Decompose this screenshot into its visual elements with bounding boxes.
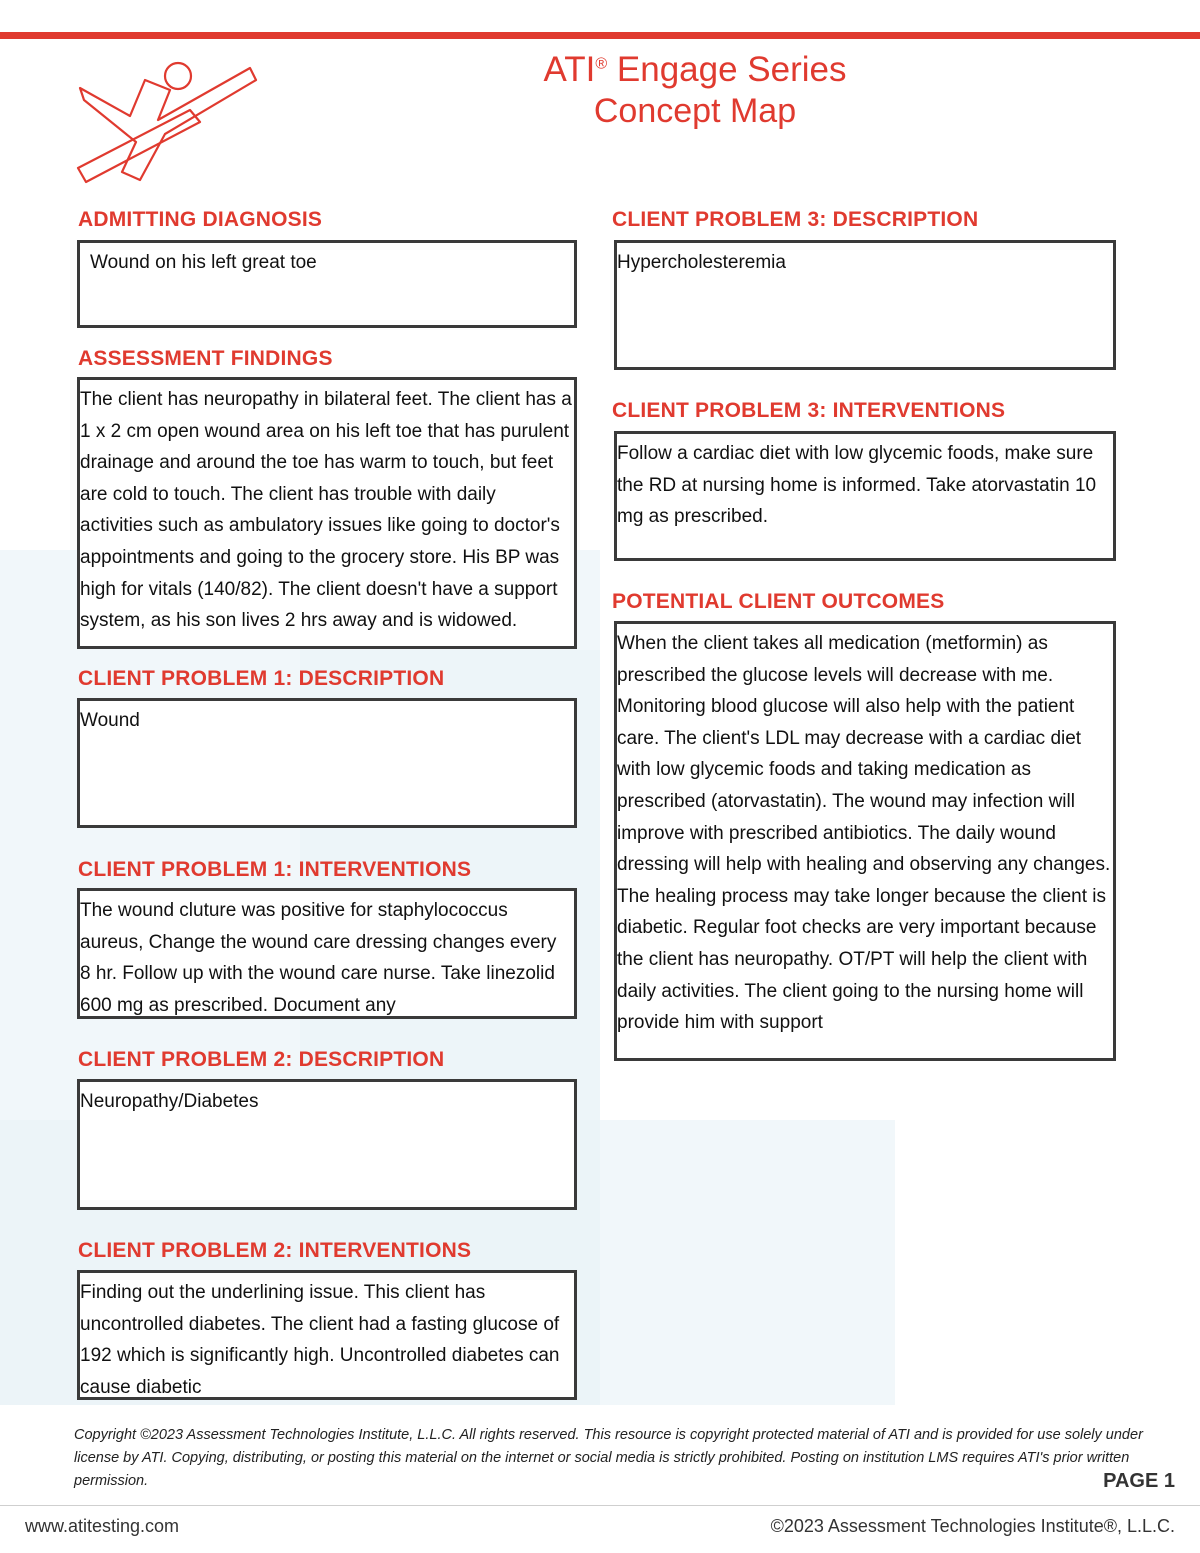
- problem1-description-heading: CLIENT PROBLEM 1: DESCRIPTION: [78, 667, 445, 690]
- problem3-interventions-field[interactable]: [614, 431, 1116, 561]
- problem1-description-text: Wound: [80, 710, 140, 731]
- admitting-diagnosis-text: Wound on his left great toe: [90, 252, 317, 273]
- problem3-description-field[interactable]: [614, 240, 1116, 370]
- problem2-description-text: Neuropathy/Diabetes: [80, 1091, 259, 1112]
- problem3-interventions-text: Follow a cardiac diet with low glycemic foods, make sure the RD at nursing home is informed. Take atorvastatin 10 mg as prescribed.: [617, 443, 1097, 528]
- problem2-description-field[interactable]: [77, 1079, 577, 1210]
- admitting-diagnosis-heading: ADMITTING DIAGNOSIS: [78, 208, 323, 231]
- problem2-interventions-heading: CLIENT PROBLEM 2: INTERVENTIONS: [78, 1239, 472, 1262]
- potential-outcomes-text: When the client takes all medication (metformin) as prescribed the glucose levels will decrease with me. Monitoring blood glucose will also help with the patient care. The client's LDL may decrease with a cardiac diet with low glycemic foods and taking medication as prescribed (atorvastatin). The wound may infection will improve with prescribed antibiotics. The daily wound dressing will help with healing and observing any changes. The healing process may take longer because the client is diabetic. Regular foot checks are very important because the client has neuropathy. OT/PT will help the client with daily activities. The client going to the nursing home will provide him with support: [617, 633, 1111, 1034]
- footer-company: ©2023 Assessment Technologies Institute®, L.L.C.: [770, 1516, 1175, 1536]
- problem2-description-heading: CLIENT PROBLEM 2: DESCRIPTION: [78, 1048, 445, 1071]
- website-url: www.atitesting.com: [25, 1516, 180, 1536]
- page-number: PAGE 1: [1103, 1470, 1175, 1492]
- problem2-interventions-field[interactable]: [77, 1270, 577, 1400]
- problem1-description-field[interactable]: [77, 698, 577, 828]
- problem1-interventions-field[interactable]: [77, 888, 577, 1019]
- assessment-findings-heading: ASSESSMENT FINDINGS: [78, 347, 333, 370]
- assessment-findings-text: The client has neuropathy in bilateral feet. The client has a 1 x 2 cm open wound area on his left toe that has purulent drainage and around the toe has warm to touch, but feet are cold to touch. The client has trouble with daily activities such as ambulatory issues like going to doctor's appointments and going to the grocery store. His BP was high for vitals (140/82). The client doesn't have a support system, as his son lives 2 hrs away and is widowed.: [80, 389, 572, 632]
- potential-outcomes-field[interactable]: [614, 621, 1116, 1061]
- problem3-interventions-heading: CLIENT PROBLEM 3: INTERVENTIONS: [612, 399, 1006, 422]
- problem3-description-text: Hypercholesteremia: [617, 252, 786, 273]
- problem1-interventions-text: The wound cluture was positive for staphylococcus aureus, Change the wound care dressing changes every 8 hr. Follow up with the wound care nurse. Take linezolid 600 mg as prescribed. Document any: [80, 900, 557, 1016]
- page-subtitle: Concept Map: [593, 92, 797, 130]
- problem1-interventions-heading: CLIENT PROBLEM 1: INTERVENTIONS: [78, 858, 472, 881]
- page-title: ATI® Engage Series: [543, 50, 847, 89]
- admitting-diagnosis-field[interactable]: [77, 240, 577, 328]
- copyright-notice: Copyright ©2023 Assessment Technologies Institute, L.L.C. All rights reserved. This resource is copyright protected material of ATI and is provided for use solely under license by ATI. Copying, distributing, or posting this material on the internet or social media is strictly prohibited. Posting on institution LMS requires ATI's prior written permission.: [74, 1427, 1143, 1489]
- footer-divider: [0, 1505, 1200, 1506]
- ati-figure-logo-icon: [70, 50, 270, 190]
- assessment-findings-field[interactable]: [77, 377, 577, 649]
- top-accent-bar: [0, 32, 1200, 39]
- potential-outcomes-heading: POTENTIAL CLIENT OUTCOMES: [612, 590, 945, 613]
- problem2-interventions-text: Finding out the underlining issue. This client has uncontrolled diabetes. The client had a fasting glucose of 192 which is significantly high. Uncontrolled diabetes can cause diabetic: [80, 1282, 560, 1398]
- problem3-description-heading: CLIENT PROBLEM 3: DESCRIPTION: [612, 208, 979, 231]
